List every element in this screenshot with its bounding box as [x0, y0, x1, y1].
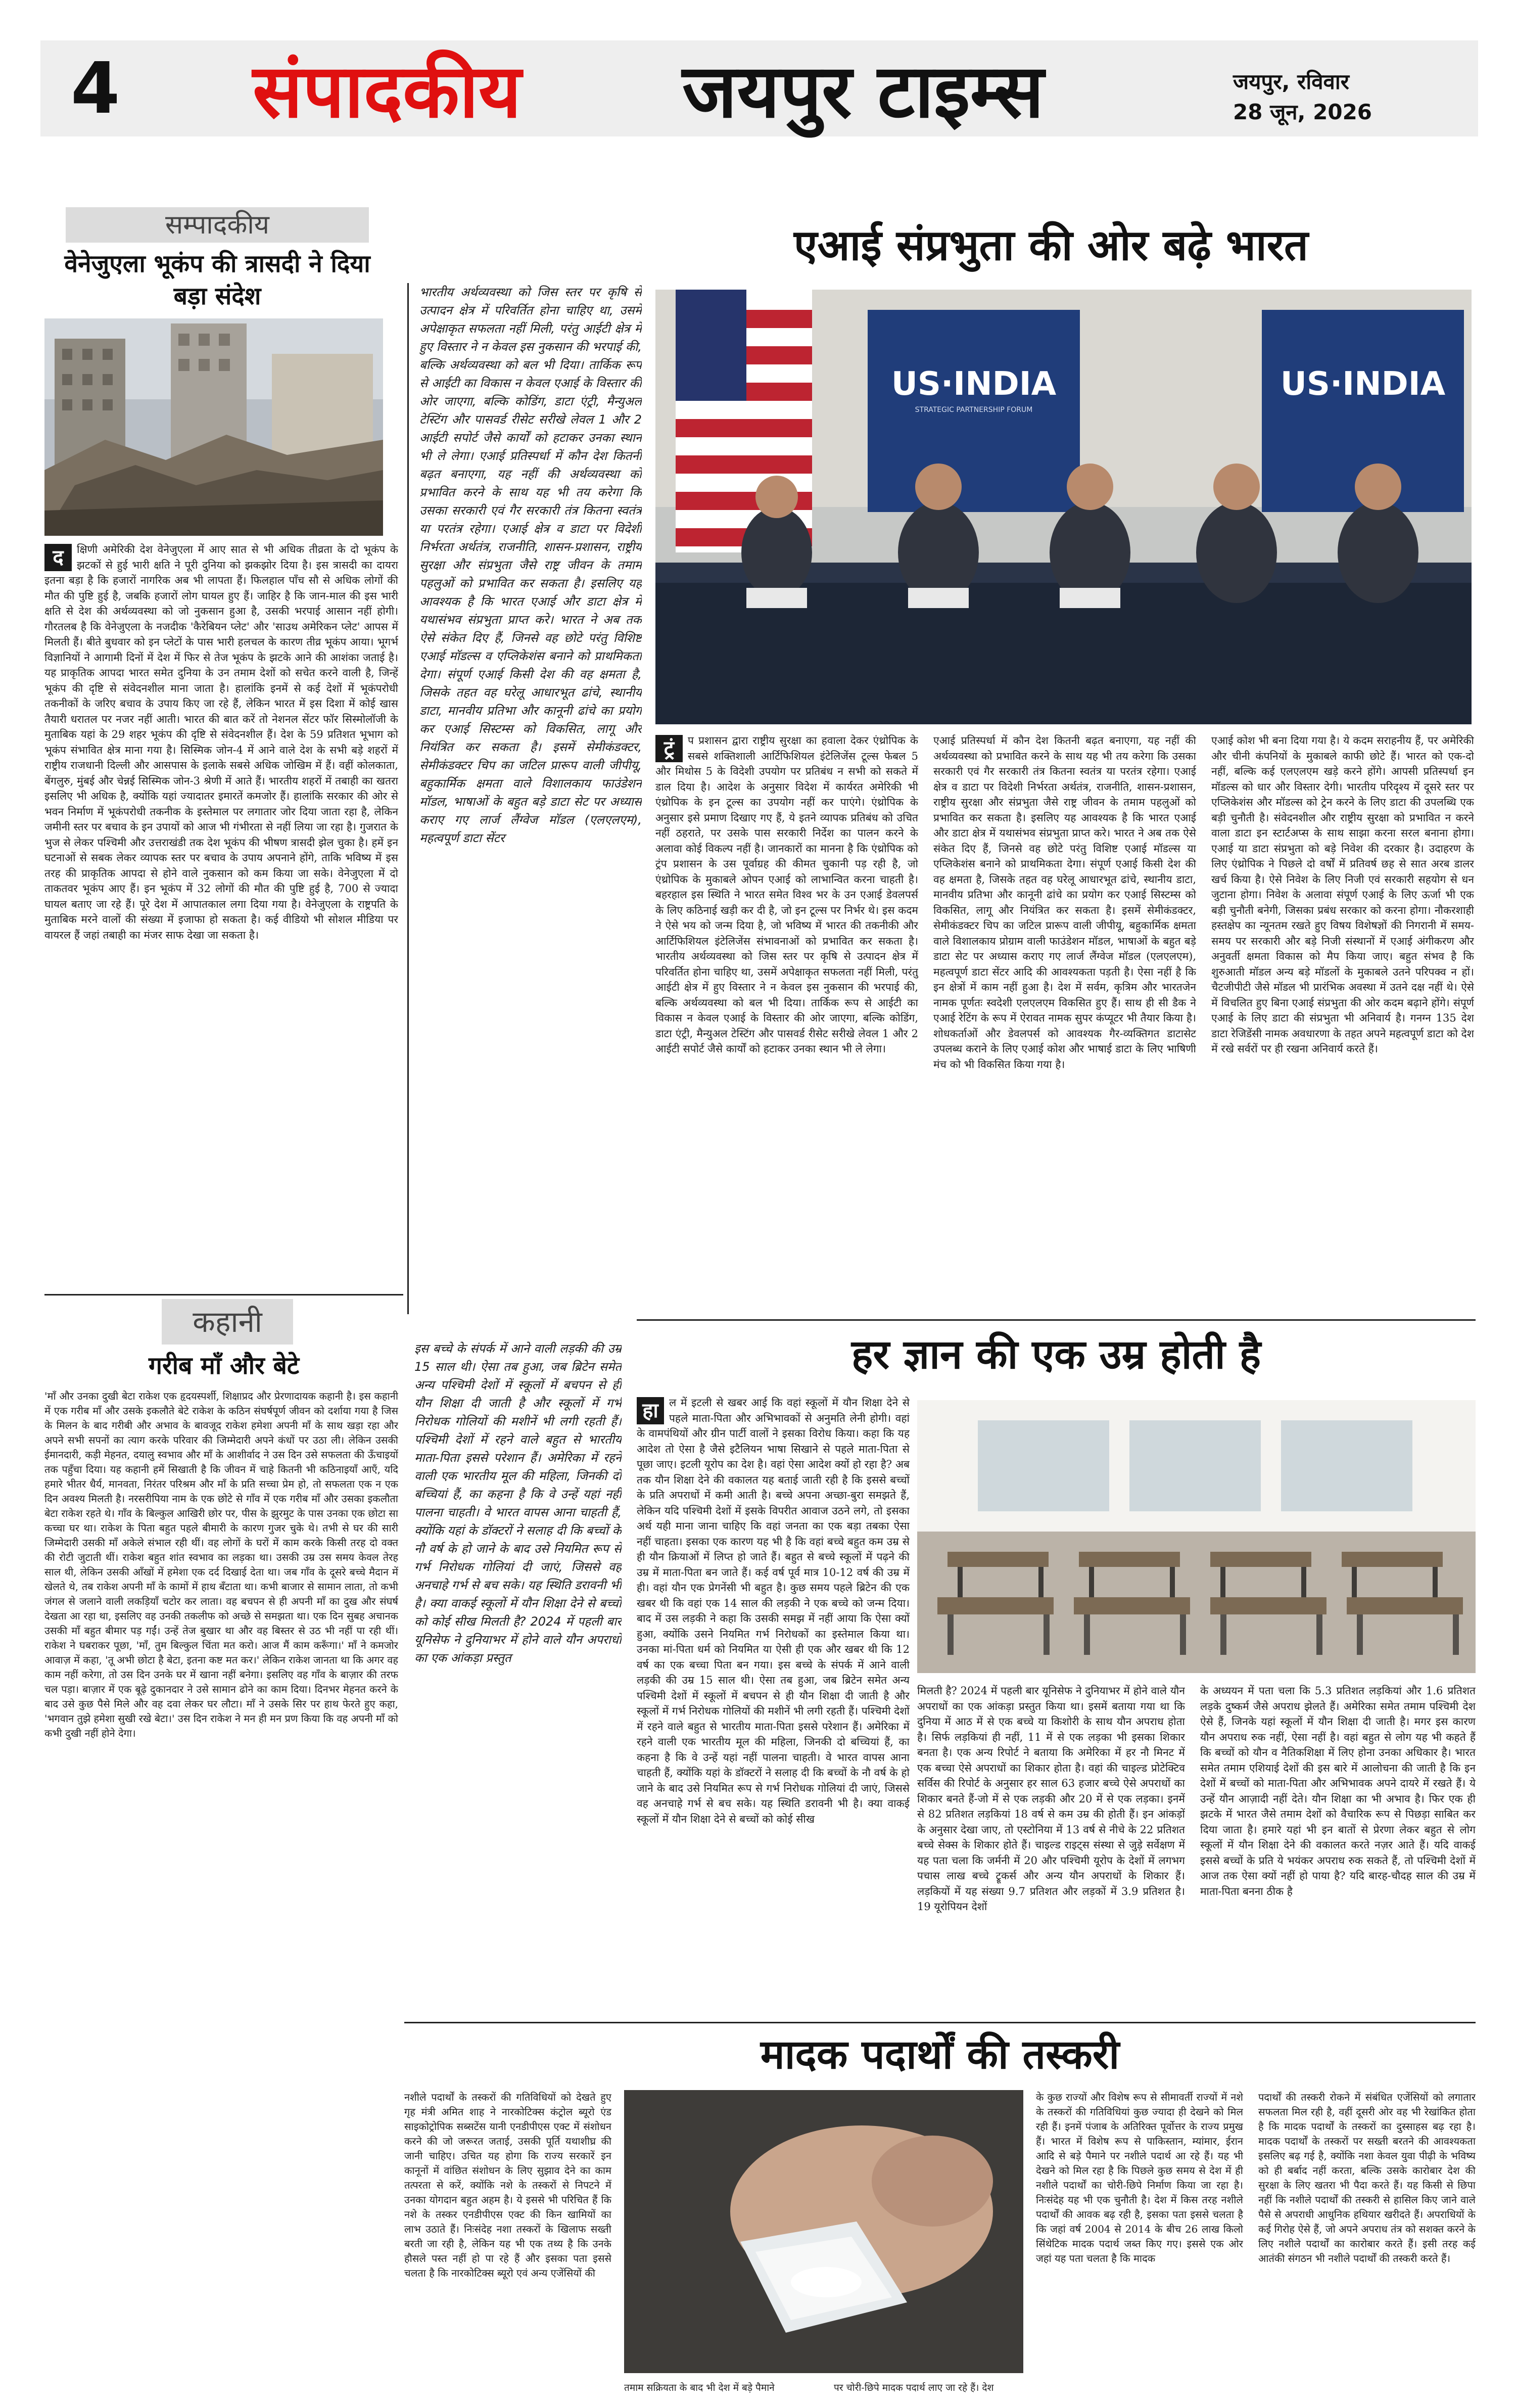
- editorial-headline: वेनेजुएला भूकंप की त्रासदी ने दिया बड़ा संदेश: [64, 250, 370, 310]
- ai-article-col-2: एआई प्रतिस्पर्धा में कौन देश कितनी बढ़त बनाएगा, यह नहीं की अर्थव्यवस्था को प्रभावित करने के साथ यह भी तय करेगा कि उसका सरकारी एवं गैर सरकारी तंत्र कितना स्वतंत्र या परतंत्र रहेगा। एआई क्षेत्र व डाटा पर विदेशी निर्भरता अर्थतंत्र, राजनीति, शासन-प्रशासन, राष्ट्रीय सुरक्षा और संप्रभुता जैसे राष्ट्र जीवन के तमाम पहलुओं को प्रभावित कर सकता है। इसलिए यह आवश्यक है कि भारत एआई और डाटा क्षेत्र में यथासंभव संप्रभुता प्राप्त करे। भारत ने अब तक ऐसे संकेत दिए हैं, जिनसे वह छोटे परंतु विशिष्ट एआई मॉडल्स या एप्लिकेशंस बनाने को प्राथमिकता देगा। संपूर्ण एआई किसी देश की वह क्षमता है, जिसके तहत वह घरेलू आधारभूत ढांचे, स्थानीय डाटा, मानवीय प्रतिभा और कानूनी ढांचे का प्रयोग कर एआई सिस्टम्स को विकसित, लागू और नियंत्रित कर सकता है। इसमें सेमीकंडक्टर, सेमीकंडक्टर चिप का जटिल प्रारूप वाली जीपीयू, बहुकार्मिक क्षमता वाले विशालकाय प्रोग्राम वाली फाउंडेशन मॉडल, भाषाओं के बहुत बड़े डाटा सेट पर अध्यास कराए गए लार्ज लैंग्वेज मॉडल (एलएलएम), महत्वपूर्ण डाटा सेंटर आदि की आवश्यकता पड़ती है। ऐसा नहीं है कि इन क्षेत्रों में काम नहीं हुआ है। देश में सर्वम, कृत्रिम और भारतजेन नामक पूर्णतः स्वदेशी एलएलएम विकसित हुए हैं। साथ ही सी डैक ने एआई रेटिंग के रूप में ऐरावत नामक सुपर कंप्यूटर भी तैयार किया है। शोधकर्ताओं और डेवलपर्स को आवश्यक गैर-व्यक्तिगत डाटासेट उपलब्ध कराने के लिए एआई कोश और भाषाई डाटा के लिए भाषिणी मंच को भी विकसित किया गया है।: [933, 734, 1196, 1071]
- page-number: 4: [71, 48, 120, 130]
- banner-logo-right: US·INDIA: [1280, 365, 1446, 403]
- knowledge-top-rule: [637, 1319, 1476, 1321]
- editorial-sidebar-text: भारतीय अर्थव्यवस्था को जिस स्तर पर कृषि से उत्पादन क्षेत्र में परिवर्तित होना चाहिए था, उसमें अपेक्षाकृत सफलता नहीं मिली, परंतु आईटी क्षेत्र में हुए विस्तार ने न केवल इस नुकसान की भरपाई की, बल्कि अर्थव्यवस्था को बल भी दिया। तार्किक रूप से आईटी का विकास न केवल एआई के विस्तार की ओर जाएगा, बल्कि कोडिंग, डाटा एंट्री, मैन्युअल टेस्टिंग और पासवर्ड रीसेट सरीखे लेवल 1 और 2 आईटी सपोर्ट जैसे कार्यों को हटाकर उनका स्थान भी ले लेगा। एआई प्रतिस्पर्धा में कौन देश कितनी बढ़त बनाएगा, यह नहीं की अर्थव्यवस्था को प्रभावित करने के साथ यह भी तय करेगा कि उसका सरकारी एवं गैर सरकारी तंत्र कितना स्वतंत्र या परतंत्र रहेगा। एआई क्षेत्र व डाटा पर विदेशी निर्भरता अर्थतंत्र, राजनीति, शासन-प्रशासन, राष्ट्रीय सुरक्षा और संप्रभुता जैसे राष्ट्र जीवन के तमाम पहलुओं को प्रभावित कर सकता है। इसलिए यह आवश्यक है कि भारत एआई और डाटा क्षेत्र में यथासंभव संप्रभुता प्राप्त करे। भारत ने अब तक ऐसे संकेत दिए हैं, जिनसे वह छोटे परंतु विशिष्ट एआई मॉडल्स व एप्लिकेशंस बनाने को प्राथमिकता देगा। संपूर्ण एआई किसी देश की वह क्षमता है, जिसके तहत वह घरेलू आधारभूत ढांचे, स्थानीय डाटा, मानवीय प्रतिभा और कानूनी ढांचे का प्रयोग कर एआई सिस्टम्स को विकसित, लागू और नियंत्रित कर सकता है। इसमें सेमीकंडक्टर, सेमीकंडक्टर चिप का जटिल प्रारूप वाली जीपीयू, बहुकार्मिक क्षमता वाले विशालकाय फाउंडेशन मॉडल, भाषाओं के बहुत बड़े डाटा सेट पर अध्यास कराए गए लार्ज लैंग्वेज मॉडल (एलएलएम), महत्वपूर्ण डाटा सेंटर: [419, 285, 642, 845]
- ai-article-drop-cap: ट्रं: [655, 735, 683, 762]
- story-kicker: कहानी: [193, 1305, 262, 1339]
- editorial-kicker: सम्पादकीय: [165, 210, 269, 240]
- drugs-col-2-caption: तमाम सक्रियता के बाद भी देश में बड़े पैमाने: [624, 2382, 775, 2393]
- ai-article-headline: एआई संप्रभुता की ओर बढ़े भारत: [794, 220, 1308, 270]
- earthquake-photo: [44, 318, 383, 536]
- drugs-top-rule: [404, 2022, 1476, 2023]
- story-italic-column: इस बच्चे के संपर्क में आने वाली लड़की की उम्र 15 साल थी। ऐसा तब हुआ, जब ब्रिटेन समेत अन्य पश्चिमी देशों में स्कूलों में बचपन से ही यौन शिक्षा दी जाती है और स्कूलों में गर्भ निरोधक गोलियों की मशीनें भी लगी रहती हैं। पश्चिमी देशों में रहने वाले बहुत से भारतीय माता-पिता इससे परेशान हैं। अमेरिका में रहने वाली एक भारतीय मूल की महिला, जिनकी दो बच्चियां हैं, का कहना है कि वे उन्हें यहां नहीं पालना चाहती। वे भारत वापस आना चाहती हैं, क्योंकि यहां के डॉक्टरों ने सलाह दी कि बच्चों के नौ वर्ष के हो जाने के बाद उसे नियमित रूप से गर्भ निरोधक गोलियां दी जाएं, जिससे वह अनचाहे गर्भ से बच सके। यह स्थिति डरावनी भी है। क्या वाकई स्कूलों में यौन शिक्षा देने से बच्चों को कोई सीख मिलती है? 2024 में पहली बार यूनिसेफ ने दुनियाभर में होने वाले यौन अपराधों का एक आंकड़ा प्रस्तुत: [414, 1341, 622, 1665]
- drugs-headline: मादक पदार्थों की तस्करी: [760, 2031, 1120, 2078]
- story-body: 'माँ और उनका दुखी बेटा राकेश एक हृदयस्पर्शी, शिक्षाप्रद और प्रेरणादायक कहानी है। इस कहानी में एक गरीब माँ और उसके इकलौते बेटे राकेश के कठिन संघर्षपूर्ण जीवन को दर्शाया गया है जिस के मिलन के बाद गरीबी और अभाव के बावजूद राकेश हमेशा अपनी माँ के साथ खड़ा रहा और अपने सभी सपनों का त्याग करके परिवार की जिम्मेदारी अपने कंधों पर उठा ली। लेकिन उसकी ईमानदारी, कड़ी मेहनत, दयालु स्वभाव और माँ के आशीर्वाद ने उस दिन उसे सफलता की ऊँचाइयों तक पहुँचा दिया। यह कहानी हमें सिखाती है कि जीवन में चाहे कितनी भी कठिनाइयाँ आएँ, यदि हमारे भीतर धैर्य, मानवता, निरंतर परिश्रम और माँ के प्रति सच्चा प्रेम हो, तो सफलता एक न एक दिन अवश्य मिलती है। नरसरीपिया नाम के एक छोटे से गाँव में एक गरीब माँ और उसका इकलौता बेटा राकेश रहते थे। गाँव के बिल्कुल आखिरी छोर पर, पीस के झुरमुट के पास उनका एक छोटा सा कच्चा घर था। राकेश के पिता बहुत पहले बीमारी के कारण गुजर चुके थे। तभी से घर की सारी जिम्मेदारी उसकी माँ अकेले संभाल रही थीं। वह लोगों के घरों में काम करके किसी तरह दो वक्त की रोटी जुटाती थीं। राकेश बहुत शांत स्वभाव का लड़का था। उसकी उम्र उस समय केवल तेरह साल थी, लेकिन उसकी आँखों में हमेशा एक दर्द दिखाई देता था। जब गाँव के दूसरे बच्चे मैदान में खेलते थे, तब राकेश अपनी माँ के कामों में हाथ बँटाता था। कभी बाजार से सामान लाता, तो कभी जंगल से जलाने वाली लकड़ियाँ चटोर कर लाता। वह बचपन से ही अपनी माँ का दुख और संघर्ष देखता आ रहा था, इसलिए वह उनकी तकलीफ को अच्छे से समझता था। एक दिन सुबह अचानक उसकी माँ बहुत बीमार पड़ गईं। उन्हें तेज बुखार था और वह बिस्तर से उठ भी नहीं पा रही थीं। राकेश ने घबराकर पूछा, 'माँ, तुम बिल्कुल चिंता मत करो। आज मैं काम करूँगा।' माँ ने कमजोर आवाज़ में कहा, 'तू अभी छोटा है बेटा, इतना कष्ट मत कर।' लेकिन राकेश जानता था कि अगर वह काम नहीं करेगा, तो उस दिन उनके घर में खाना नहीं बनेगा। इसलिए वह गाँव के बाज़ार की तरफ चल पड़ा। बाज़ार में एक बूढ़े दुकानदार ने उसे सामान ढोने का काम दिया। दिनभर मेहनत करने के बाद उसे कुछ पैसे मिले और वह दवा लेकर घर लौटा। माँ ने उसके सिर पर हाथ फेरते हुए कहा, 'भगवान तुझे हमेशा सुखी रखे बेटा।' उस दिन राकेश ने मन ही मन प्रण किया कि वह अपनी माँ को कभी दुखी नहीं होने देगा।: [44, 1390, 398, 1739]
- drugs-col-1: नशीले पदार्थों के तस्करों की गतिविधियों को देखते हुए गृह मंत्री अमित शाह ने नारकोटिक्स कंट्रोल ब्यूरो एंड साइकोट्रोपिक सब्सटेंस यानी एनडीपीएस एक्ट में संशोधन करने की जो जरूरत जताई, उसकी पूर्ति यथाशीघ्र की जानी चाहिए। उचित यह होगा कि राज्य सरकारें इन कानूनों में वांछित संशोधन के लिए सुझाव देने का काम तत्परता से करें, क्योंकि नशे के तस्करों से निपटने में उनका योगदान बहुत अहम है। ये इससे भी परिचित हैं कि नशे के तस्कर एनडीपीएस एक्ट की किन खामियों का लाभ उठाते हैं। निःसंदेह नशा तस्करों के खिलाफ सख्ती बरती जा रही है, लेकिन यह भी एक तथ्य है कि उनके हौसले पस्त नहीं हो पा रहे हैं और इसका पता इससे चलता है कि नारकोटिक्स ब्यूरो एवं अन्य एजेंसियों की: [404, 2091, 611, 2279]
- knowledge-col-1: [637, 1395, 910, 2052]
- place-day: जयपुर, रविवार: [1233, 69, 1349, 94]
- knowledge-col-3: के अध्ययन में पता चला कि 5.3 प्रतिशत लड़कियां और 1.6 प्रतिशत लड़के दुष्कर्म जैसे अपराध झेलते हैं। अमेरिका समेत तमाम पश्चिमी देश ऐसे हैं, जिनके यहां स्कूलों में यौन शिक्षा दी जाती है। मगर इस कारण यौन अपराध रुक नहीं, ऐसा नहीं है। वहां बहुत से लोग यह भी कहते हैं कि बच्चों को यौन व नैतिकशिक्षा में लिए होना उनका अधिकार है। भारत समेत तमाम एशियाई देशों की इस बारे में आलोचना की जाती है कि इन देशों में बच्चों को माता-पिता और अभिभावक अपने दायरे में रखते हैं। ये उन्हें यौन आज़ादी नहीं देते। यौन शिक्षा का भी अभाव है। फिर एक ही झटके में भारत जैसे तमाम देशों को वैचारिक रूप से पिछड़ा साबित कर दिया जाता है। हमारे यहां भी इन बातों से प्रेरणा लेकर बहुत से लोग स्कूलों में यौन शिक्षा देने की वकालत करते नज़र आते हैं। यदि वाकई इससे बच्चों के प्रति ये भयंकर अपराध रुक सकते हैं, तो पश्चिमी देशों में आज तक ऐसा क्यों नहीं हो पाया है? यदि बारह-चौदह साल की उम्र में माता-पिता बनना ठीक है: [1200, 1685, 1476, 1897]
- drugs-col-4: पदार्थों की तस्करी रोकने में संबंधित एजेंसियों को लगातार सफलता मिल रही है, वहीं दूसरी ओर वह भी रेखांकित होता है कि मादक पदार्थों के तस्करों का दुस्साहस बढ़ रहा है। मादक पदार्थों के तस्करों पर सख्ती बरतने की आवश्यकता इसलिए बढ़ गई है, क्योंकि नशा केवल युवा पीढ़ी के भविष्य को ही बर्बाद नहीं करता, बल्कि उसके कारोबार देश की सुरक्षा के लिए खतरा भी पैदा करते हैं। यह किसी से छिपा नहीं कि नशीले पदार्थों की तस्करी से हासिल किए जाने वाले पैसे से अपराधी आधुनिक हथियार खरीदते हैं। अपराधियों के कई गिरोह ऐसे हैं, जो अपने अपराध तंत्र को सशक्त करने के लिए नशीले पदार्थों का कारोबार करते हैं। इसी तरह कई आतंकी संगठन भी नशीले पदार्थों की तस्करी करते हैं।: [1258, 2091, 1476, 2264]
- editorial-body: [44, 542, 398, 1219]
- knowledge-col-2: मिलती है? 2024 में पहली बार यूनिसेफ ने दुनियाभर में होने वाले यौन अपराधों का एक आंकड़ा प्रस्तुत किया था। इसमें बताया गया था कि दुनिया में आठ में से एक बच्चे या किशोरी के साथ यौन अपराध होता है। सिर्फ लड़कियां ही नहीं, 11 में से एक लड़का भी इसका शिकार बनता है। एक अन्य रिपोर्ट ने बताया कि अमेरिका में हर नौ मिनट में एक बच्चा ऐसे अपराधों का शिकार होता है। वहां की चाइल्ड प्रोटेक्टिव सर्विस की रिपोर्ट के अनुसार हर साल 63 हजार बच्चे ऐसे अपराधों का शिकार बनते हैं-जो में से एक लड़की और 20 में से एक लड़का। इनमें से 82 प्रतिशत लड़कियां 18 वर्ष से कम उम्र की होती हैं। इन आंकड़ों के अनुसार देखा जाए, तो एस्टोनिया में 13 वर्ष से नीचे के 22 प्रतिशत बच्चे सेक्स के शिकार होते हैं। चाइल्ड राइट्स संस्था से जुड़े सर्वेक्षण में यह पता चला कि जर्मनी में 20 और पश्चिमी यूरोप के देशों में लगभग पचास लाख बच्चे ट्रूकर्स और अन्य यौन अपराधों के शिकार हैं। लड़कियों में यह संख्या 9.7 प्रतिशत और लड़कों में 3.9 प्रतिशत है। 19 यूरोपियन देशों: [917, 1685, 1185, 1913]
- issue-date: 28 जून, 2026: [1233, 100, 1372, 124]
- drug-packet-photo: [624, 2090, 1023, 2373]
- ai-article-col-3: एआई कोश भी बना दिया गया है। ये कदम सराहनीय हैं, पर अमेरिकी और चीनी कंपनियों के मुकाबले काफी छोटे हैं। भारत को एक-दो नहीं, बल्कि कई एलएलएम खड़े करने होंगे। आपसी प्रतिस्पर्धा इन मॉडल्स को धार और विस्तार देगी। भारतीय परिदृश्य में दूसरे स्तर पर एप्लिकेशंस और मॉडल्स को ट्रेन करने के लिए डाटा की उपलब्धि एक बड़ी चुनौती है। संवेदनशील और राष्ट्रीय सुरक्षा को प्रभावित न करने वाला डाटा इन स्टार्टअप्स के साथ साझा करना सरल बनाना होगा। एआई या डाटा संप्रभुता को बड़े निवेश की दरकार है। उदाहरण के लिए एंथ्रोपिक ने पिछले दो वर्षों में प्रतिवर्ष छह से सात अरब डालर खर्च किया है। ऐसे निवेश के लिए निजी एवं सरकारी सहयोग से धन जुटाना होगा। निवेश के अलावा संपूर्ण एआई के लिए ऊर्जा भी एक बड़ी चुनौती बनेगी, जिसका प्रबंध सरकार को करना होगा। नौकरशाही हस्तक्षेप का न्यूनतम रखते हुए विषय विशेषज्ञों की निगरानी में समय-समय पर सरकारी और बड़े निजी संस्थानों में एआई अंगीकरण और अनुवर्ती क्षमता विकास को मैप किया जाए। बहुत संभव है कि शुरुआती मॉडल अन्य बड़े मॉडलों के मुकाबले उतने परिपक्व न हों। चैटजीपीटी जैसे मॉडल भी प्रारंभिक अवस्था में उतने दक्ष नहीं थे। ऐसे में विचलित हुए बिना एआई संप्रभुता की ओर कदम बढ़ाने होंगे। संपूर्ण एआई के लिए डाटा की संप्रभुता भी अनिवार्य है। गनग्न 135 देश डाटा रेजिडेंसी नामक अवधारणा के तहत अपने महत्वपूर्ण डाटा को देश में रखे सर्वरों पर ही रखना अनिवार्य करते हैं।: [1211, 734, 1474, 1055]
- ai-forum-photo: [655, 290, 1472, 724]
- editorial-drop-cap: द: [44, 544, 72, 571]
- story-top-rule: [44, 1294, 403, 1295]
- knowledge-drop-cap: हा: [637, 1397, 664, 1424]
- ai-article-text-1: प प्रशासन द्वारा राष्ट्रीय सुरक्षा का हवाला देकर एंथ्रोपिक के सबसे शक्तिशाली आर्टिफिशियल इंटेलिजेंस टूल्स फेबल 5 और मिथोस 5 के विदेशी उपयोग पर प्रतिबंध न सभी को सकते में डाल दिया है। आदेश के अनुसार विदेश में कार्यरत अमेरिकी भी एंथ्रोपिक के इन टूल्स का उपयोग नहीं कर पाएंगे। एंथ्रोपिक के अनुसार इसे प्रमाण दिखाए गए हैं, ये इतने व्यापक प्रतिबंध को उचित नहीं ठहराते, पर उसके पास सरकारी निर्देश का पालन करने के अलावा कोई विकल्प नहीं है। जानकारों का मानना है कि एंथ्रोपिक को ट्रंप प्रशासन के उस पूर्वाग्रह की कीमत चुकानी पड़ रही है, जो एंथ्रोपिक के मुकाबले ओपन एआई को लाभान्वित करना चाहती है। बहरहाल इस स्थिति ने भारत समेत विश्व भर के उन एआई डेवलपर्स के लिए कठिनाई खड़ी कर दी है, जो इन टूल्स पर निर्भर थे। इस कदम ने ऐसे भय को जन्म दिया है, जो भविष्य में भारत की तकनीकी और आर्टिफिशियल इंटेलिजेंस संभावनाओं को प्रभावित कर सकता है। भारतीय अर्थव्यवस्था को जिस स्तर पर कृषि से उत्पादन क्षेत्र में परिवर्तित होना चाहिए था, उसमें अपेक्षाकृत सफलता नहीं मिली, परंतु आईटी क्षेत्र में हुए विस्तार ने न केवल इस नुकसान की भरपाई की, बल्कि अर्थव्यवस्था को बल भी दिया। तार्किक रूप से आईटी का विकास न केवल एआई के विस्तार की ओर जाएगा, बल्कि कोडिंग, डाटा एंट्री, मैन्युअल टेस्टिंग और पासवर्ड रीसेट सरीखे लेवल 1 और 2 आईटी सपोर्ट जैसे कार्यों को हटाकर उनका स्थान भी ले लेगा।: [655, 734, 918, 1055]
- story-title: गरीब माँ और बेटे: [148, 1352, 300, 1380]
- editorial-text: क्षिणी अमेरिकी देश वेनेजुएला में आए सात से भी अधिक तीव्रता के दो भूकंप के झटकों से हुई भारी क्षति ने पूरी दुनिया को झकझोर दिया है। इस त्रासदी का दायरा इतना बड़ा है कि हजारों नागरिक अब भी लापता हैं। फिलहाल पाँच सौ से अधिक लोगों की मौत की पुष्टि हुई है, जबकि हजारों लोग घायल हुए हैं। जाहिर है कि जान-माल की इस भारी क्षति से देश की अर्थव्यवस्था को जो नुकसान हुआ है, उसकी भरपाई आसान नहीं होगी। गौरतलब है कि वेनेजुएला के नजदीक 'कैरेबियन प्लेट' और 'साउथ अमेरिकन प्लेट' आपस में मिलती हैं। बीते बुधवार को इन प्लेटों के पास भारी हलचल के कारण तीव्र भूकंप आया। भूगर्भ विज्ञानियों ने आगामी दिनों में देश में फिर से तेज भूकंप के झटके आने की आशंका जताई है। यह प्राकृतिक आपदा भारत समेत दुनिया के उन तमाम देशों को सचेत करने वाली है, जिन्हें भूकंप की दृष्टि से संवेदनशील माना जाता है। हालांकि इनमें से कई देशों में भूकंपरोधी तकनीकों के जरिए बचाव के उपाय किए जा रहे हैं, लेकिन भारत में इस दिशा में कोई खास तैयारी धरातल पर नजर नहीं आती। भारत की बात करें तो नेशनल सेंटर फॉर सिस्मोलॉजी के मुताबिक यहां के 29 शहर भूकंप की दृष्टि से संवेदनशील हैं। देश के 59 प्रतिशत भूभाग को भूकंप संभावित क्षेत्र माना गया है। सिस्मिक जोन-4 में आने वाले देश के सभी बड़े शहरों में राष्ट्रीय राजधानी दिल्ली और आसपास के इलाके सबसे अधिक जोखिम में हैं। वहीं कोलकाता, बेंगलुरु, मुंबई और चेन्नई सिस्मिक जोन-3 श्रेणी में आते हैं। भारतीय शहरों में तबाही का खतरा इसलिए भी अधिक है, क्योंकि यहां ज्यादातर इमारतें कमजोर हैं। हालांकि सरकार की ओर से भवन निर्माण में भूकंपरोधी तकनीक के इस्तेमाल पर लगातार जोर दिया जाता रहा है, लेकिन जमीनी स्तर पर बचाव के इन उपायों को आज भी गंभीरता से नहीं लिया जा रहा है। गुजरात के भुज से लेकर पश्चिमी और उत्तराखंडी तक देश भूकंप की भीषण त्रासदी झेल चुका है। हमें इन घटनाओं से सबक लेकर व्यापक स्तर पर बचाव के उपाय अपनाने होंगे, ताकि भविष्य में इस तरह की प्राकृतिक आपदा से होने वाले नुकसान को कम किया जा सके। वेनेजुएला में दो ताकतवर भूकंप आए हैं। इन भूकंप में 32 लोगों की मौत की पुष्टि हुई है, 700 से ज्यादा घायल बताए जा रहे हैं। पूरे देश में आपातकाल लगा दिया गया है। वेनेजुएला के राष्ट्रपति के मुताबिक मरने वालों की संख्या में इजाफा हो सकता है। कई वीडियो भी सोशल मीडिया पर वायरल हैं जहां तबाही का मंजर साफ देखा जा सकता है।: [44, 543, 398, 941]
- knowledge-headline: हर ज्ञान की एक उम्र होती है: [851, 1331, 1261, 1378]
- ai-article-col-1: [655, 733, 918, 1304]
- knowledge-text-1: ल में इटली से खबर आई कि वहां स्कूलों में यौन शिक्षा देने से पहले माता-पिता और अभिभावकों से अनुमति लेनी होगी। वहां के वामपंथियों और ग्रीन पार्टी वालों ने इसका विरोध किया। कहा कि यह आदेश तो ऐसा है जैसे इटैलियन भाषा सिखाने से पहले माता-पिता से पूछा जाए। इटली यूरोप का देश है। वहां ऐसा आदेश क्यों हो रहा है? अब तक यौन शिक्षा देने की वकालत यह बताई जाती रही है कि इससे बच्चों के प्रति अपराधों में कमी आती है। बच्चे अपना अच्छा-बुरा समझते हैं, लेकिन यदि पश्चिमी देशों में इसके विपरीत आवाज उठने लगे, तो इसका अर्थ यही माना जाना चाहिए कि वहां जनता का एक बड़ा तबका ऐसा नहीं चाहता। इसका एक कारण यह भी है कि वहां बच्चे बहुत कम उम्र से ही यौन क्रियाओं में लिप्त हो जाते हैं। बहुत से बच्चे स्कूलों में पढ़ने की उम्र में माता-पिता बन जाते हैं। कई वर्ष पूर्व मात्र 10-12 वर्ष की उम्र में ही। वहां यौन एक प्रेगनेंसी भी बहुत है। कुछ समय पहले ब्रिटेन की एक खबर थी कि वहां एक 14 साल की लड़की ने एक बच्चे को जन्म दिया। बाद में उस लड़की ने कहा कि उसकी समझ में नहीं आया कि ऐसा क्यों हुआ, क्योंकि उसने नियमित गर्भ निरोधकों का इस्तेमाल किया था। उनका मां-पिता धर्म को नियमित या ऐसी ही एक और खबर थी कि 12 वर्ष का एक बच्चा पिता बन गया। इस बच्चे के संपर्क में आने वाली लड़की की उम्र 15 साल थी। ऐसा तब हुआ, जब ब्रिटेन समेत अन्य पश्चिमी देशों में स्कूलों में बचपन से ही यौन शिक्षा दी जाती है और स्कूलों में गर्भ निरोधक गोलियों की मशीनें भी लगी रहती हैं। पश्चिमी देशों में रहने वाले बहुत से भारतीय माता-पिता इससे परेशान हैं। अमेरिका में रहने वाली एक भारतीय मूल की महिला, जिनकी दो बच्चियां हैं, का कहना है कि वे उन्हें यहां नहीं पालना चाहती। वे भारत वापस आना चाहती हैं, क्योंकि यहां के डॉक्टरों ने सलाह दी कि बच्चों के नौ वर्ष के हो जाने के बाद उसे नियमित रूप से गर्भ निरोधक गोलियां दी जाएं, जिससे वह अनचाहे गर्भ से बच सके। यह स्थिति डरावनी भी है। क्या वाकई स्कूलों में यौन शिक्षा देने से बच्चों को कोई सीख: [637, 1397, 910, 1825]
- paper-name: जयपुर टाइम्स: [682, 49, 1044, 134]
- banner-sub-left: STRATEGIC PARTNERSHIP FORUM: [915, 406, 1033, 414]
- column-divider: [407, 283, 409, 1314]
- banner-logo-left: US·INDIA: [891, 365, 1057, 403]
- classroom-photo: [917, 1400, 1476, 1673]
- drugs-col-3: के कुछ राज्यों और विशेष रूप से सीमावर्ती राज्यों में नशे के तस्करों की गतिविधियां कुछ ज्यादा ही देखने को मिल रही हैं। इनमें पंजाब के अतिरिक्त पूर्वोत्तर के राज्य प्रमुख हैं। भारत में विशेष रूप से पाकिस्तान, म्यांमार, ईरान आदि से बड़े पैमाने पर नशीले पदार्थ आ रहे हैं। यह भी देखने को मिल रहा है कि पिछले कुछ समय से देश में ही नशीले पदार्थों का चोरी-छिपे निर्माण किया जा रहा है। निःसंदेह यह भी एक चुनौती है। देश में किस तरह नशीले पदार्थों की आवक बढ़ रही है, इसका पता इससे चलता है कि जहां वर्ष 2004 से 2014 के बीच 26 लाख किलो सिंथेटिक मादक पदार्थ जब्त किए गए। इससे एक ओर जहां यह पता चलता है कि मादक: [1036, 2091, 1243, 2264]
- drugs-col-3-caption: पर चोरी-छिपे मादक पदार्थ लाए जा रहे हैं। देश: [834, 2382, 994, 2393]
- section-title: संपादकीय: [253, 49, 522, 134]
